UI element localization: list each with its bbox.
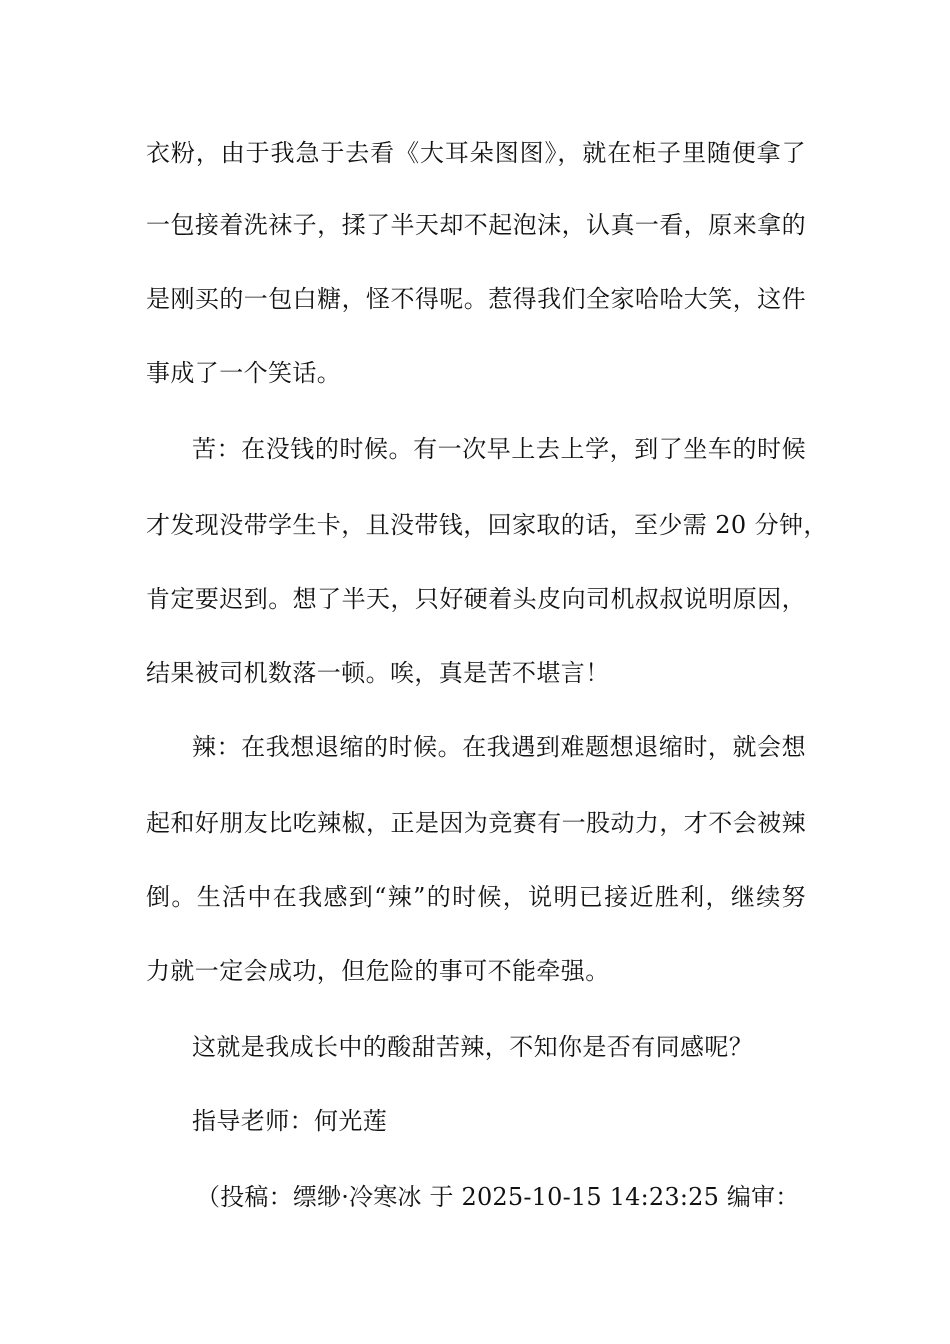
paragraph-line: 起和好朋友比吃辣椒，正是因为竞赛有一股动力，才不会被辣	[146, 809, 806, 837]
paragraph-line: 辣：在我想退缩的时候。在我遇到难题想退缩时，就会想	[192, 733, 806, 761]
teacher-line: 指导老师：何光莲	[192, 1107, 388, 1135]
paragraph-line: 力就一定会成功，但危险的事可不能牵强。	[146, 957, 610, 985]
paragraph-line: 一包接着洗袜子，揉了半天却不起泡沫，认真一看，原来拿的	[146, 211, 806, 239]
paragraph-line: 倒。生活中在我感到“辣”的时候，说明已接近胜利，继续努	[146, 883, 806, 911]
closing-line: 这就是我成长中的酸甜苦辣，不知你是否有同感呢？	[192, 1033, 754, 1061]
paragraph-line: 苦：在没钱的时候。有一次早上去上学，到了坐车的时候	[192, 435, 806, 463]
paragraph-line: 才发现没带学生卡，且没带钱，回家取的话，至少需 20 分钟，	[146, 511, 828, 539]
paragraph-line: 肯定要迟到。想了半天，只好硬着头皮向司机叔叔说明原因，	[146, 585, 806, 613]
submission-info: （投稿：缥缈·冷寒冰 于 2025-10-15 14:23:25 编审：	[196, 1183, 800, 1211]
paragraph-line: 衣粉，由于我急于去看《大耳朵图图》，就在柜子里随便拿了	[146, 139, 806, 167]
paragraph-line: 事成了一个笑话。	[146, 359, 342, 387]
paragraph-line: 是刚买的一包白糖，怪不得呢。惹得我们全家哈哈大笑，这件	[146, 285, 806, 313]
paragraph-line: 结果被司机数落一顿。唉，真是苦不堪言！	[146, 659, 610, 687]
